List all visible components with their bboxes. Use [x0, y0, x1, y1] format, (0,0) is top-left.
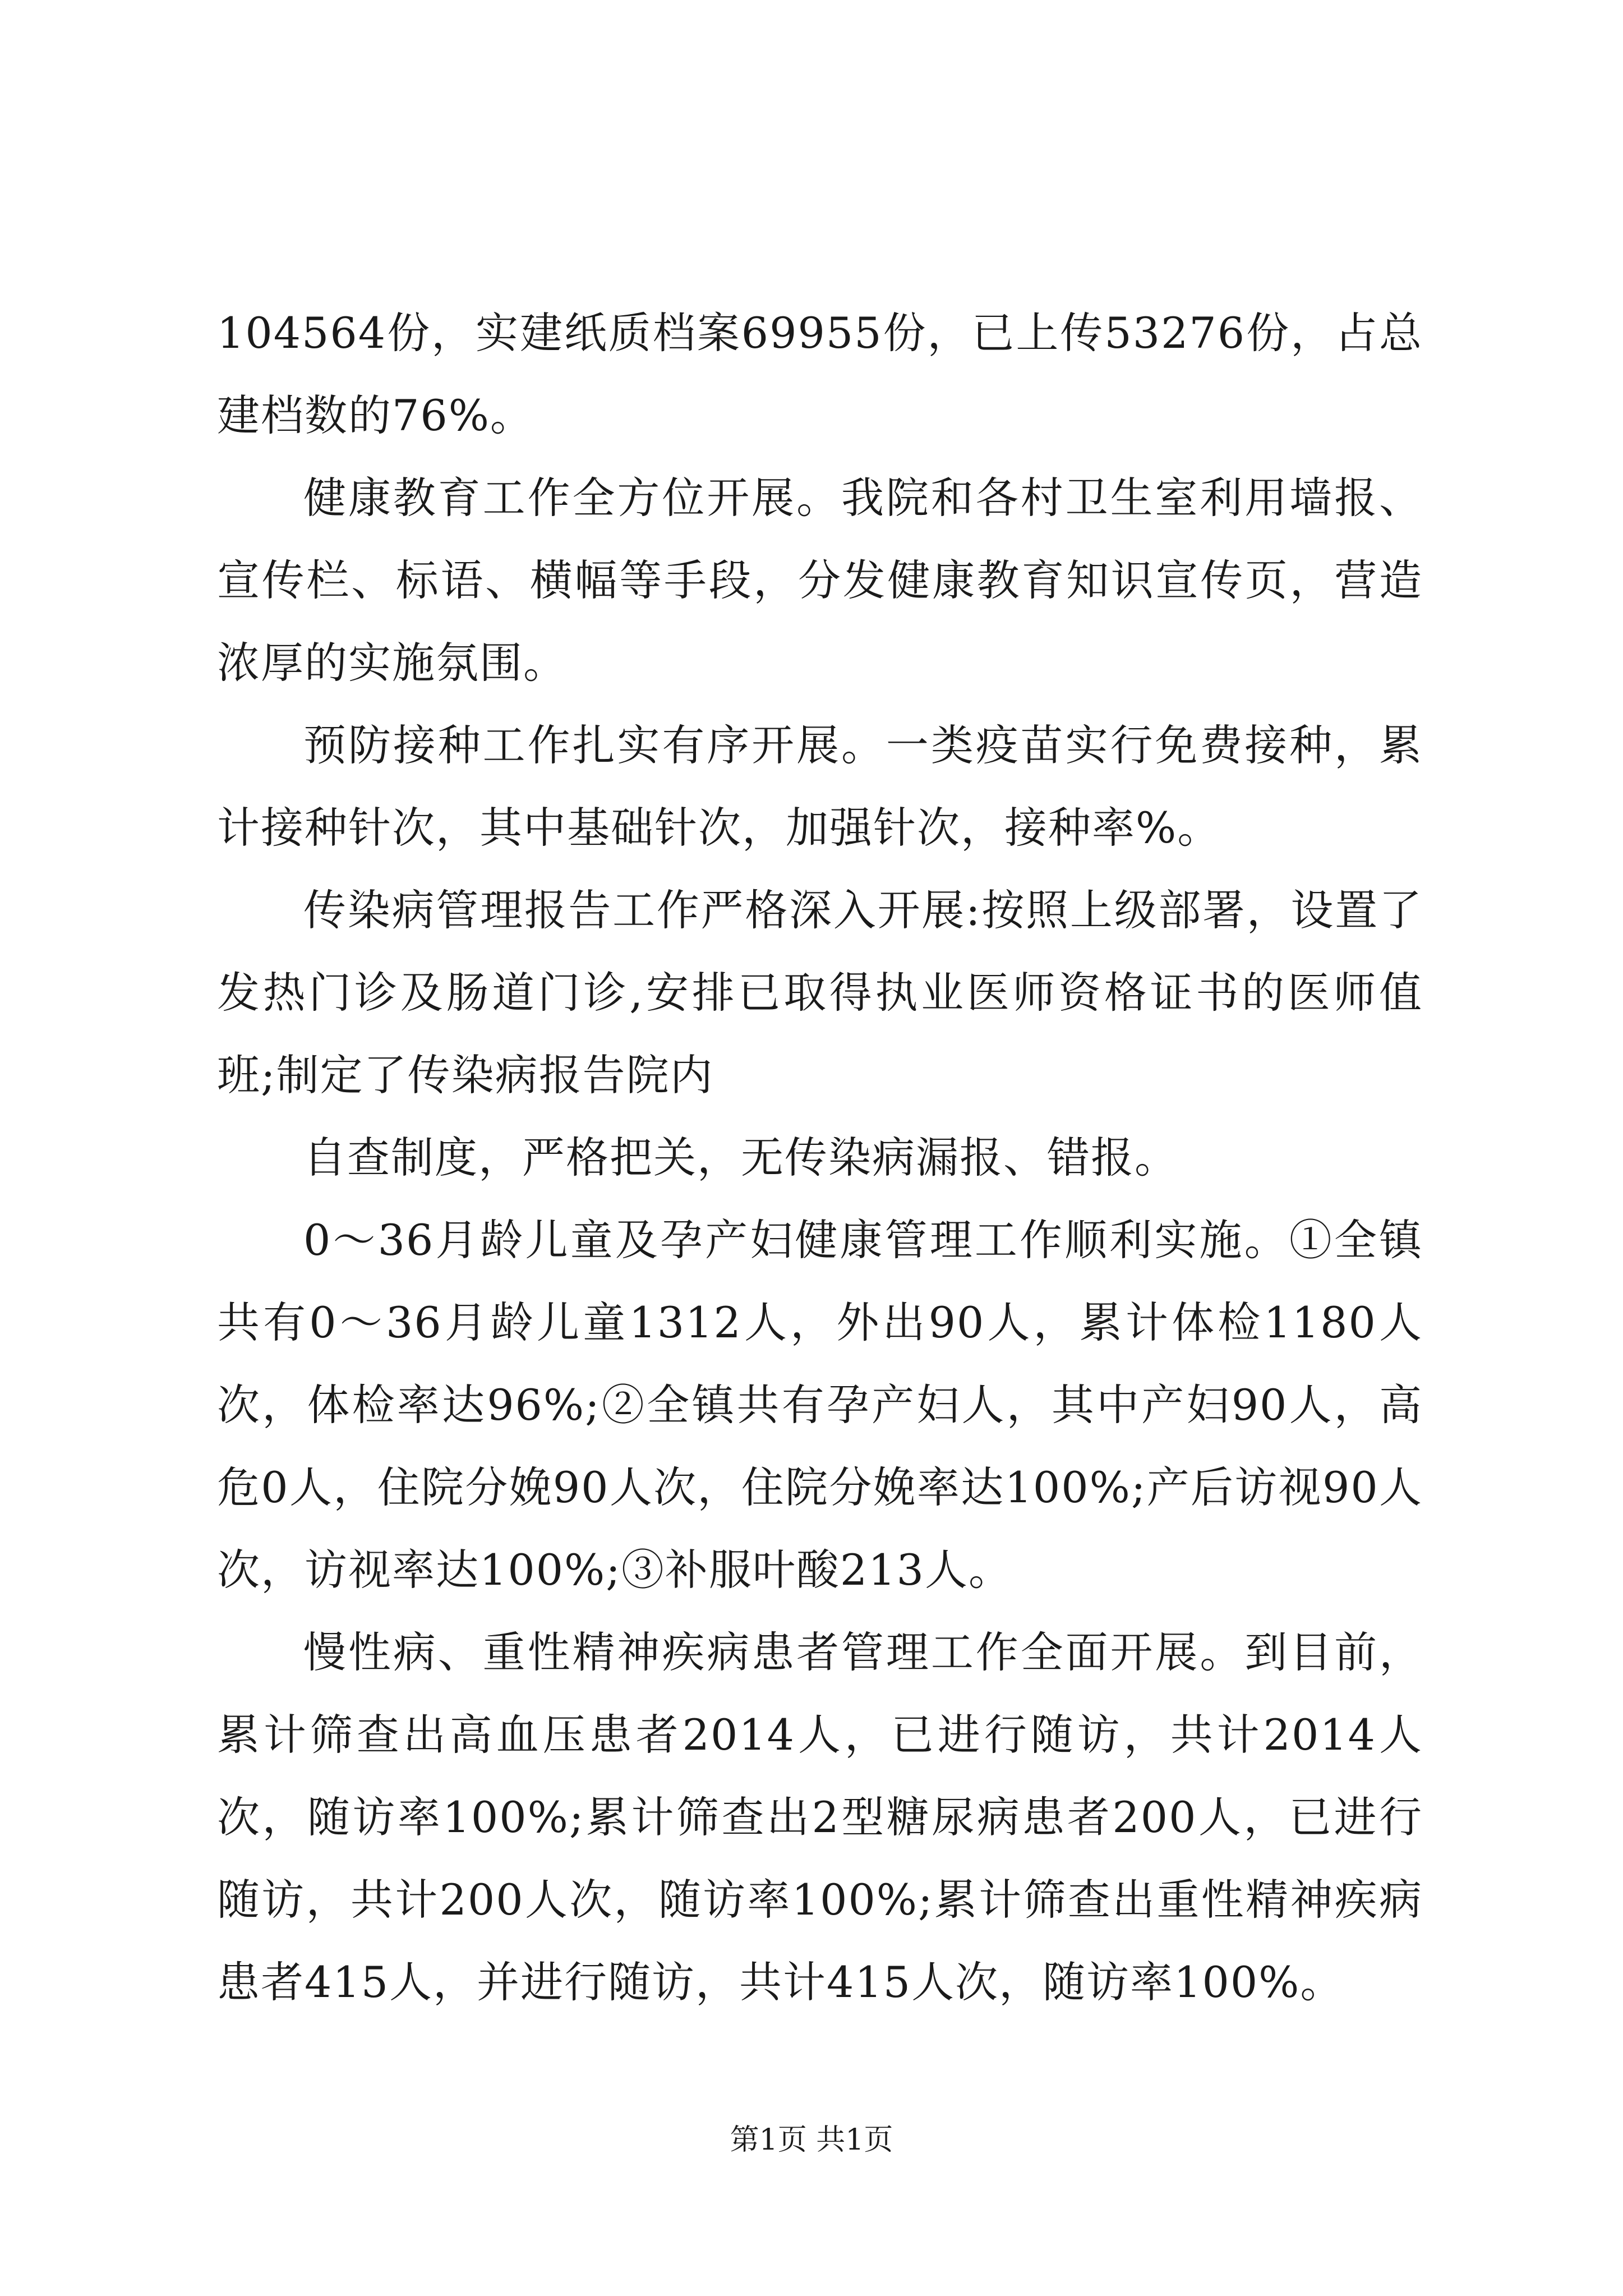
paragraph-infectious-disease: 传染病管理报告工作严格深入开展:按照上级部署，设置了发热门诊及肠道门诊,安排已取得执业医师资格证书的医师值班;制定了传染病报告院内	[217, 885, 1423, 1100]
paragraph-child-maternal-health: 0～36月龄儿童及孕产妇健康管理工作顺利实施。①全镇共有0～36月龄儿童1312人，外出90人，累计体检1180人次，体检率达96%;②全镇共有孕产妇人，其中产妇90人，高危0人，住院分娩90人次，住院分娩率达100%;产后访视90人次，访视率达100%;③补服叶酸213人。	[217, 1215, 1423, 1595]
paragraph-archive-stats: 104564份，实建纸质档案69955份，已上传53276份，占总建档数的76%。	[217, 308, 1423, 440]
paragraph-health-education: 健康教育工作全方位开展。我院和各村卫生室利用墙报、宣传栏、标语、横幅等手段，分发健康教育知识宣传页，营造浓厚的实施氛围。	[217, 473, 1423, 688]
paragraph-vaccination: 预防接种工作扎实有序开展。一类疫苗实行免费接种，累计接种针次，其中基础针次，加强针次，接种率%。	[217, 720, 1423, 853]
document-body	[217, 292, 1423, 2023]
paragraph-chronic-disease: 慢性病、重性精神疾病患者管理工作全面开展。到目前，累计筛查出高血压患者2014人，已进行随访，共计2014人次，随访率100%;累计筛查出2型糖尿病患者200人，已进行随访，共计200人次，随访率100%;累计筛查出重性精神疾病患者415人，并进行随访，共计415人次，随访率100%。	[217, 1627, 1423, 2007]
page-footer: 第1页 共1页	[730, 2123, 893, 2157]
paragraph-self-inspection: 自查制度，严格把关，无传染病漏报、错报。	[303, 1133, 1178, 1182]
